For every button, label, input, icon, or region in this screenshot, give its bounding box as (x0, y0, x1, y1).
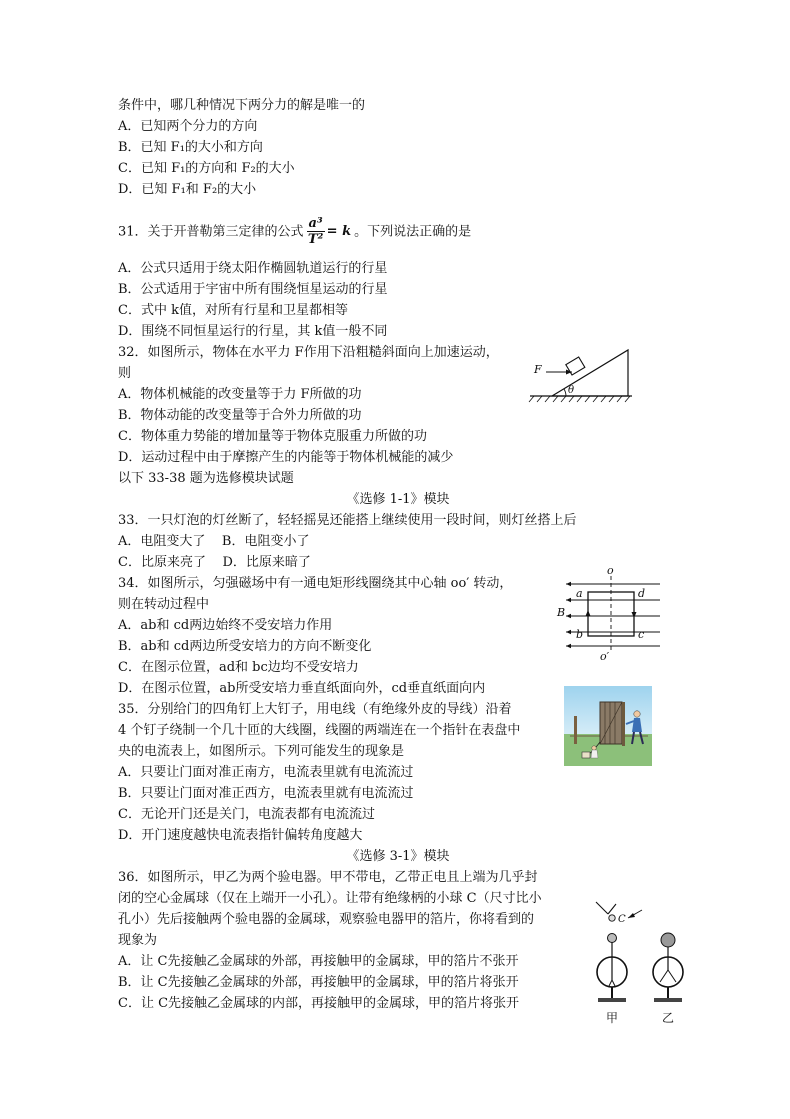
q36-option-a: A．让 C先接触乙金属球的外部，再接触甲的金属球，甲的箔片不张开 (118, 954, 519, 969)
q31-prefix: 31．关于开普勒第三定律的公式 (118, 224, 304, 240)
formula-denominator: T² (307, 232, 324, 247)
q34-option-a: A．ab和 cd两边始终不受安培力作用 (118, 618, 333, 633)
q32-option-d: D．运动过程中由于摩擦产生的内能等于物体机械能的减少 (118, 450, 454, 465)
q34-option-c: C．在图示位置，ad和 bc边均不受安培力 (118, 660, 359, 675)
insulated-ball-c (596, 902, 642, 925)
electroscope-yi (653, 933, 683, 1025)
q31-suffix: 。下列说法正确的是 (354, 224, 472, 240)
elective-note: 以下 33-38 题为选修模块试题 (118, 471, 294, 486)
galvanometer (582, 752, 590, 758)
q33-options-row-1: A．电阻变大了 B．电阻变小了 (118, 534, 310, 549)
q35-option-d: D．开门速度越快电流表指针偏转角度越大 (118, 828, 363, 843)
force-label: F (534, 363, 542, 376)
label-c: c (638, 628, 645, 641)
q30-option-d: D．已知 F₁和 F₂的大小 (118, 182, 257, 197)
q33-options-row-2: C．比原来亮了 D．比原来暗了 (118, 555, 311, 570)
coil-figure (556, 566, 662, 660)
kepler-formula (307, 214, 352, 250)
q32-stem-cont: 则 (118, 366, 132, 381)
label-d: d (638, 587, 646, 600)
q32-option-b: B．物体动能的改变量等于合外力所做的功 (118, 408, 362, 423)
q31-option-d: D．围绕不同恒星运行的行星，其 k值一般不同 (118, 324, 388, 339)
label-B: B (557, 606, 566, 619)
formula-equals: = k (326, 224, 352, 239)
formula-numerator: a³ (308, 216, 323, 231)
q31-option-b: B．公式适用于宇宙中所有围绕恒星运动的行星 (118, 282, 388, 297)
door-coil-illustration (564, 686, 652, 766)
q34-stem-cont: 则在转动过程中 (118, 597, 210, 612)
incline-figure (528, 342, 634, 406)
q30-option-c: C．已知 F₁的方向和 F₂的大小 (118, 161, 295, 176)
label-jia: 甲 (606, 1011, 619, 1025)
module-heading-1-1: 《选修 1-1》模块 (346, 492, 450, 507)
q36-stem-cont-1: 闭的空心金属球（仅在上端开一小孔）。让带有绝缘柄的小球 C（尺寸比小 (118, 891, 542, 906)
q35-stem: 35．分别给门的四角钉上大钉子，用电线（有绝缘外皮的导线）沿着 (118, 702, 512, 717)
q32-option-a: A．物体机械能的改变量等于力 F所做的功 (118, 387, 362, 402)
q34-option-d: D．在图示位置，ab所受安培力垂直纸面向外，cd垂直纸面向内 (118, 681, 486, 696)
q31-option-c: C．式中 k值，对所有行星和卫星都相等 (118, 303, 348, 318)
q34-stem: 34．如图所示，匀强磁场中有一通电矩形线圈绕其中心轴 oo′ 转动， (118, 576, 513, 591)
q32-option-c: C．物体重力势能的增加量等于物体克服重力所做的功 (118, 429, 427, 444)
angle-arc (564, 389, 566, 396)
label-b: b (576, 628, 584, 641)
label-o: o (607, 566, 614, 577)
incline-triangle (552, 350, 628, 396)
label-a: a (576, 587, 583, 600)
q36-option-c: C．让 C先接触乙金属球的内部，再接触甲的金属球，甲的箔片将张开 (118, 996, 520, 1011)
field-arrowheads (566, 582, 571, 648)
q31-option-a: A．公式只适用于绕太阳作椭圆轨道运行的行星 (118, 261, 388, 276)
q30-stem-end: 条件中，哪几种情况下两分力的解是唯一的 (118, 98, 366, 113)
q35-stem-cont-2: 央的电流表上，如图所示。下列可能发生的现象是 (118, 744, 405, 759)
q35-option-a: A．只要让门面对准正南方，电流表里就有电流流过 (118, 765, 414, 780)
ball-label: C (618, 914, 626, 925)
electroscopes-figure (582, 898, 694, 1026)
q30-option-b: B．已知 F₁的大小和方向 (118, 140, 263, 155)
q30-option-a: A．已知两个分力的方向 (118, 119, 258, 134)
fence-post-left (574, 716, 577, 744)
q34-option-b: B．ab和 cd两边所受安培力的方向不断变化 (118, 639, 372, 654)
ground-hatching (529, 396, 632, 402)
current-arrow-left (586, 610, 591, 616)
theta-label: θ (568, 385, 575, 396)
q31-stem (118, 214, 471, 250)
q35-option-c: C．无论开门还是关门，电流表都有电流流过 (118, 807, 375, 822)
q36-stem-cont-2: 孔小）先后接触两个验电器的金属球，观察验电器甲的箔片，你将看到的 (118, 912, 535, 927)
q35-stem-cont-1: 4 个钉子绕制一个几十匝的大线圈，线圈的两端连在一个指针在表盘中 (118, 723, 521, 738)
electroscope-jia (597, 934, 627, 1026)
label-yi: 乙 (662, 1011, 675, 1025)
q36-stem: 36．如图所示，甲乙为两个验电器。甲不带电，乙带正电且上端为几乎封 (118, 870, 538, 885)
q36-stem-cont-3: 现象为 (118, 933, 158, 948)
current-arrow-right (632, 612, 637, 618)
label-o-prime: o′ (600, 650, 610, 660)
q35-option-b: B．只要让门面对准正西方，电流表里就有电流流过 (118, 786, 414, 801)
module-heading-3-1: 《选修 3-1》模块 (346, 849, 450, 864)
door-frame-post (622, 702, 625, 746)
q36-option-b: B．让 C先接触乙金属球的外部，再接触甲的金属球，甲的箔片将张开 (118, 975, 519, 990)
q32-stem: 32．如图所示，物体在水平力 F作用下沿粗糙斜面向上加速运动， (118, 345, 499, 360)
q33-stem: 33．一只灯泡的灯丝断了，轻轻摇晃还能搭上继续使用一段时间，则灯丝搭上后 (118, 513, 577, 528)
